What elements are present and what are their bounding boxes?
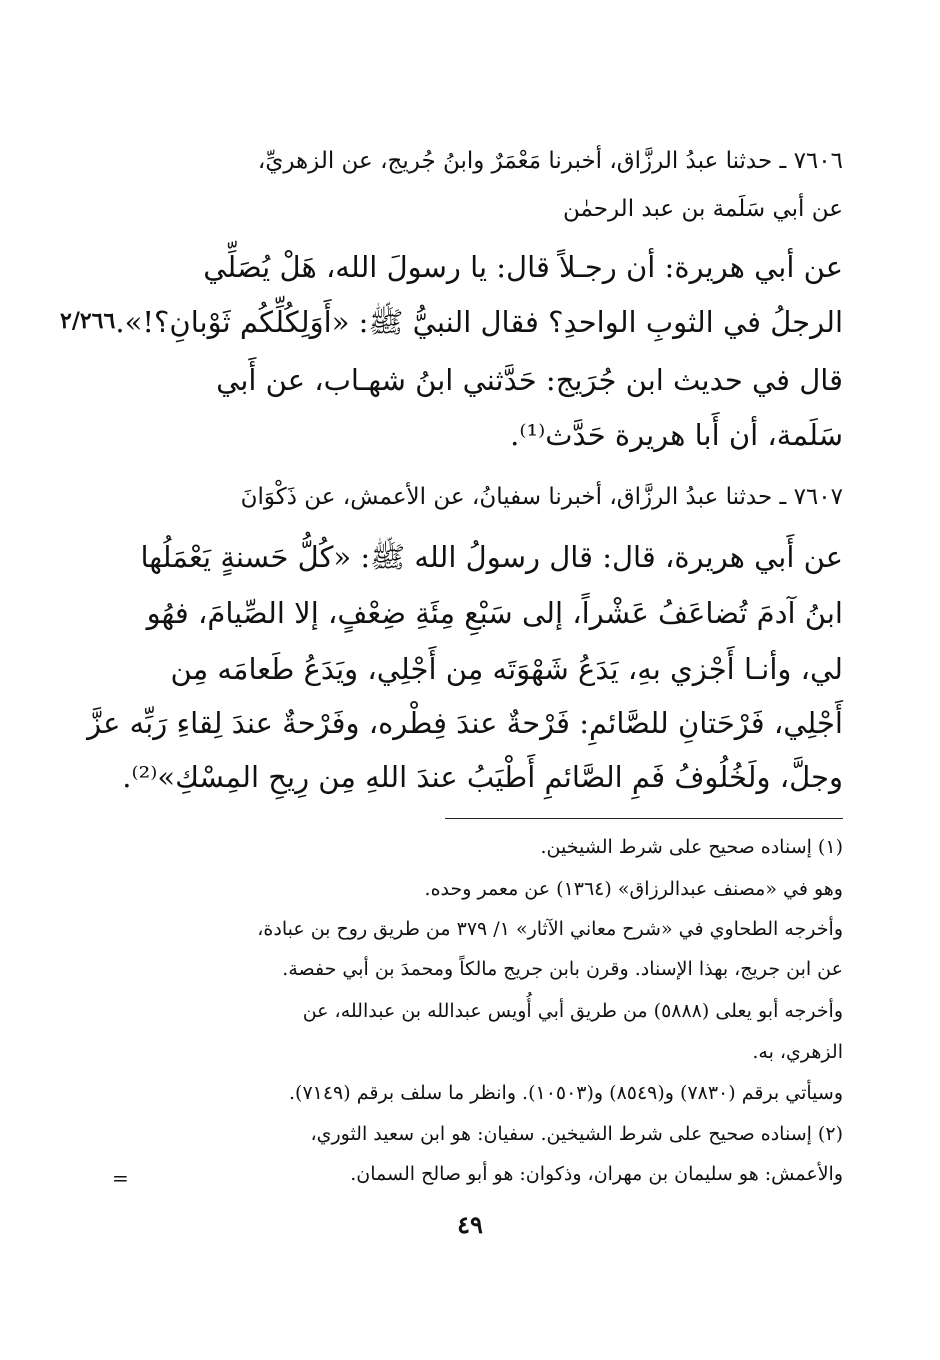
- footnote-line: الزهري، به.: [752, 1041, 843, 1063]
- footnote-line: وسيأتي برقم (٧٨٣٠) و(٨٥٤٩) و(١٠٥٠٣). وانظر ما سلف برقم (٧١٤٩).: [288, 1082, 843, 1104]
- hadith-matn-line: قال في حديث ابن جُرَيج: حَدَّثني ابنُ شهـاب، عن أَبي: [216, 363, 843, 397]
- hadith-isnad-line: عن أبي سَلَمة بن عبد الرحمٰن: [562, 196, 843, 222]
- footnote-line: والأعمش: هو سليمان بن مهران، وذكوان: هو أبو صالح السمان.: [350, 1163, 843, 1185]
- footnote-separator: [445, 818, 843, 819]
- footnote-line: عن ابن جريج، بهذا الإسناد. وقرن بابن جريج مالكاً ومحمدَ بن أبي حفصة.: [282, 958, 843, 980]
- hadith-matn-line: لي، وأنـا أَجْزي بهِ، يَدَعُ شَهْوَتَه مِن أَجْلِي، ويَدَعُ طَعامَه مِن: [170, 652, 843, 686]
- hadith-matn-line: سَلَمة، أن أَبا هريرة حَدَّث⁽¹⁾.: [510, 418, 843, 452]
- hadith-matn-line: عن أبي هريرة: أن رجـلاً قال: يا رسولَ الله، هَلْ يُصَلِّي: [203, 250, 843, 284]
- page-number: ٤٩: [457, 1210, 483, 1239]
- hadith-matn-line: ابنُ آدمَ تُضاعَفُ عَشْراً، إلى سَبْعِ مِئَةِ ضِعْفٍ، إلا الصِّيامَ، فهُو: [146, 596, 843, 630]
- footnote-line: وأخرجه الطحاوي في «شرح معاني الآثار» ١/ ٣٧٩ من طريق روح بن عبادة،: [257, 918, 843, 940]
- footnote-line: (٢) إسناده صحيح على شرط الشيخين. سفيان: هو ابن سعيد الثوري،: [310, 1123, 843, 1145]
- hadith-matn-line: عن أَبي هريرة، قال: قال رسولُ الله ﷺ: «كُلُّ حَسنةٍ يَعْمَلُها: [140, 540, 843, 574]
- hadith-isnad-line: ٧٦٠٧ ـ حدثنا عبدُ الرزَّاق، أخبرنا سفيانُ، عن الأعمش، عن ذَكْوَانَ: [240, 484, 843, 510]
- hadith-matn-line: الرجلُ في الثوبِ الواحدِ؟ فقال النبيُّ ﷺ: «أَوَلِكُلِّكُم ثَوْبانِ؟!».: [115, 305, 843, 339]
- footnote-line: وأخرجه أبو يعلى (٥٨٨٨) من طريق أبي أُويس عبدالله بن عبدالله، عن: [302, 1000, 843, 1022]
- margin-volume-page-reference: ٢/٢٦٦: [60, 308, 116, 334]
- footnote-line: وهو في «مصنف عبدالرزاق» (١٣٦٤) عن معمر وحده.: [424, 878, 843, 900]
- footnote-line: (١) إسناده صحيح على شرط الشيخين.: [540, 836, 843, 858]
- hadith-matn-line: أَجْلِي، فَرْحَتانِ للصَّائمِ: فَرْحةٌ عندَ فِطْره، وفَرْحةٌ عندَ لِقاءِ رَبِّه عزَّ: [87, 706, 843, 740]
- hadith-isnad-line: ٧٦٠٦ ـ حدثنا عبدُ الرزَّاق، أخبرنا مَعْمَرٌ وابنُ جُريج، عن الزهريِّ،: [257, 148, 843, 174]
- hadith-matn-line: وجلَّ، ولَخُلُوفُ فَمِ الصَّائمِ أَطْيَبُ عندَ اللهِ مِن رِيحِ المِسْكِ»⁽²⁾.: [122, 760, 843, 794]
- footnote-continuation-mark: =: [112, 1166, 129, 1190]
